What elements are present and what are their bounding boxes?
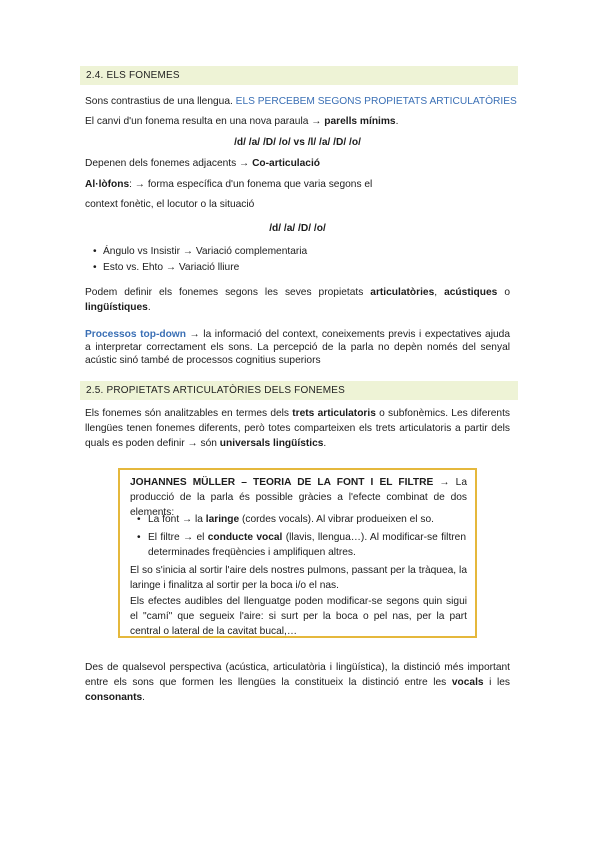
top-down-paragraph: Processos top-down → la informació del context, coneixements previs i expectatives ajuda a interpretar correctament els sons. La percepció de la parla no depèn només del senyal acústic sinó també de processos cognitius superiors (85, 329, 510, 366)
fonemes-definition: Sons contrastius de una llengua. ELS PERCEBEM SEGONS PROPIETATS ARTICULATÒRIES (85, 96, 517, 107)
articulatory-features-paragraph: Els fonemes són analitzables en termes dels trets articulatoris o subfonèmics. Les diferents llengües tenen fonemes diferents, però totes comparteixen els trets articulatoris a partir dels quals es poden definir → són universals lingüístics. (85, 408, 511, 449)
minimal-pairs-line: El canvi d'un fonema resulta en una nova paraula → parells mínims. (85, 116, 399, 127)
list-item: • Esto vs. Ehto → Variació lliure (103, 261, 239, 274)
box-paragraph: Els efectes audibles del llenguatge poden modificar-se segons quin sigui el "camí" que segueix l'aire: si surt per la boca o pel nas, per la part central o lateral de la cavitat bucal,… (130, 596, 467, 637)
box-paragraph: El so s'inicia al sortir l'aire dels nostres pulmons, passant per la tràquea, la laringe i finalitza al sortir per la boca i/o el nas. (130, 565, 467, 591)
vowels-consonants-paragraph: Des de qualsevol perspectiva (acústica, articulatòria i lingüística), la distinció més important entre els sons que formen les llengües la constitueix la distinció entre les vocals i les consonants. (85, 662, 510, 703)
section-heading-2-4: 2.4. ELS FONEMES (80, 66, 518, 85)
properties-paragraph: Podem definir els fonemes segons les seves propietats articulatòries, acústiques o lingüístiques. (85, 287, 510, 313)
section-heading-2-5: 2.5. PROPIETATS ARTICULATÒRIES DELS FONEMES (80, 381, 518, 400)
list-item: • El filtre → el conducte vocal (llavis, llengua…). Al modificar-se filtren determinades freqüències i amplifiquen altres. (148, 530, 466, 560)
muller-theory-box (118, 468, 477, 638)
box-intro: JOHANNES MÜLLER – TEORIA DE LA FONT I EL FILTRE → La producció de la parla és possible gràcies a l'efecte combinat de dos elements: (130, 477, 467, 518)
list-item: • Ángulo vs Insistir → Variació complementaria (103, 245, 307, 258)
coarticulation-line: Depenen dels fonemes adjacents → Co-articulació (85, 158, 321, 169)
minimal-pair-example: /d/ /a/ /D/ /o/ vs /l/ /a/ /D/ /o/ (234, 137, 361, 148)
allophone-example: /d/ /a/ /D/ /o/ (269, 223, 326, 234)
allophones-context-line: context fonètic, el locutor o la situació (85, 199, 255, 210)
allophones-line: Al·lòfons: → forma específica d'un fonema que varia segons el (85, 179, 373, 190)
list-item: • La font → la laringe (cordes vocals). Al vibrar produeixen el so. (148, 512, 466, 527)
